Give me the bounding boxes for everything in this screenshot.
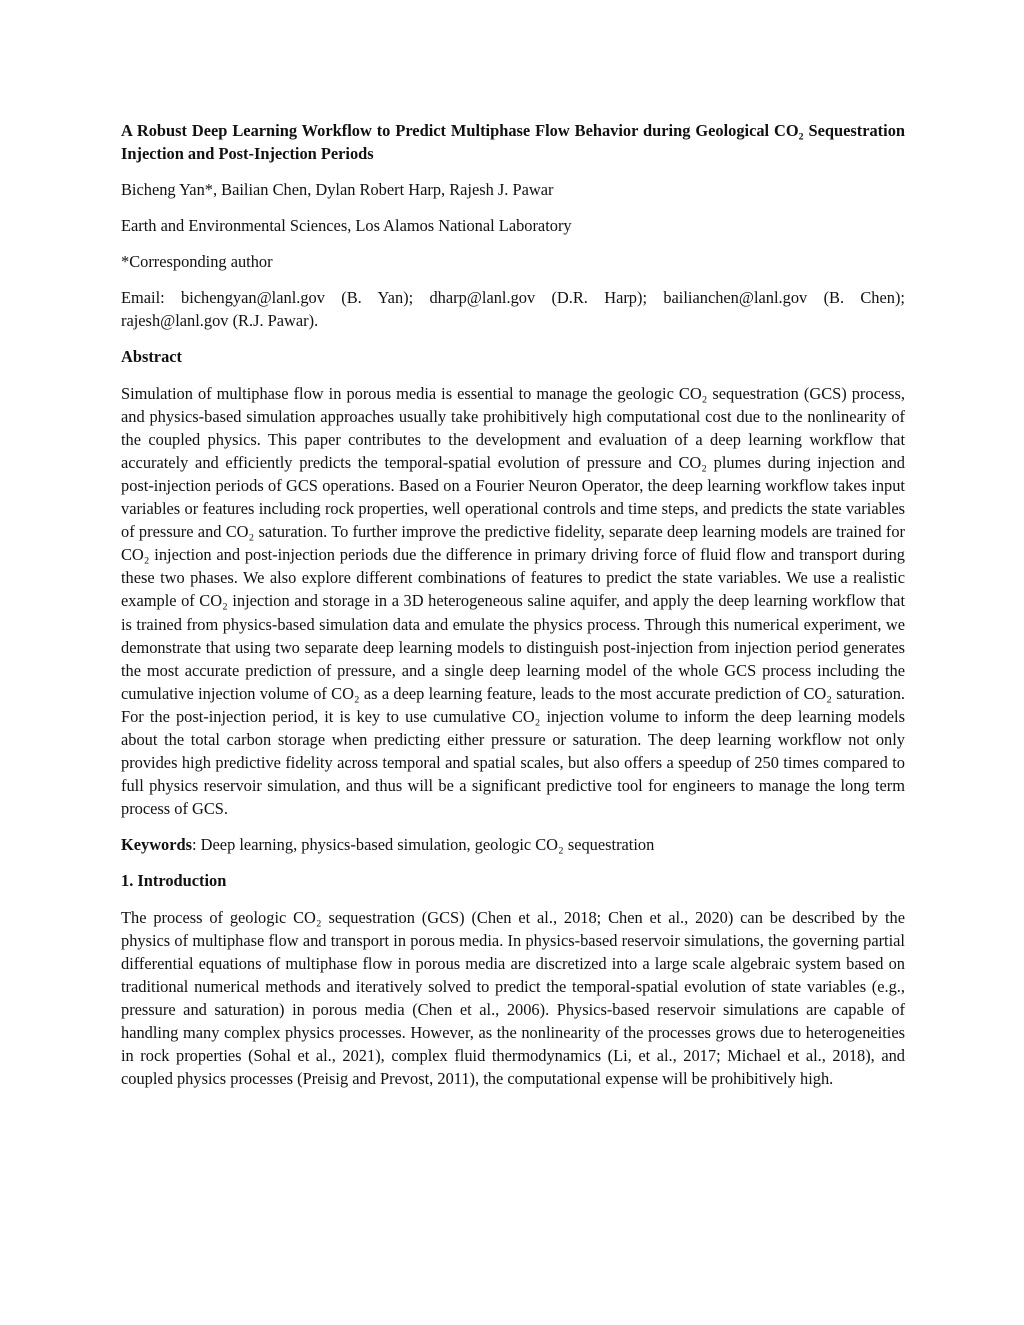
- affiliation: Earth and Environmental Sciences, Los Alamos National Laboratory: [121, 216, 572, 236]
- section-heading-introduction: 1. Introduction: [121, 871, 227, 891]
- keywords-label: Keywords: [121, 835, 193, 855]
- keywords-line: [121, 833, 905, 856]
- abstract-text: Simulation of multiphase flow in porous media is essential to manage the geologic CO₂ sequestration (GCS) process, and physics-based simulation approaches usually take prohibitively high computational cost due to the nonlinearity of the coupled physics. This paper contributes to the development and evaluation of a deep learning workflow that accurately and efficiently predicts the temporal-spatial evolution of pressure and CO₂ plumes during injection and post-injection periods of GCS operations. Based on a Fourier Neuron Operator, the deep learning workflow takes input variables or features including rock properties, well operational controls and time steps, and predicts the state variables of pressure and CO₂ saturation. To further improve the predictive fidelity, separate deep learning models are trained for CO₂ injection and post-injection periods due the difference in primary driving force of fluid flow and transport during these two phases. We also explore different combinations of features to predict the state variables. We use a realistic example of CO₂ injection and storage in a 3D heterogeneous saline aquifer, and apply the deep learning workflow that is trained from physics-based simulation data and emulate the physics process. Through this numerical experiment, we demonstrate that using two separate deep learning models to distinguish post-injection from injection period generates the most accurate prediction of pressure, and a single deep learning model of the whole GCS process including the cumulative injection volume of CO₂ as a deep learning feature, leads to the most accurate prediction of CO₂ saturation. For the post-injection period, it is key to use cumulative CO₂ injection volume to inform the deep learning models about the total carbon storage when predicting either pressure or saturation. The deep learning workflow not only provides high predictive fidelity across temporal and spatial scales, but also offers a speedup of 250 times compared to full physics reservoir simulation, and thus will be a significant predictive tool for engineers to manage the long term process of GCS.: [121, 383, 905, 819]
- paper-title: A Robust Deep Learning Workflow to Predict Multiphase Flow Behavior during Geological CO₂ Sequestration Injection and Post-Injection Periods: [121, 121, 905, 163]
- abstract-heading: Abstract: [121, 347, 182, 367]
- introduction-text: The process of geologic CO₂ sequestration (GCS) (Chen et al., 2018; Chen et al., 2020) can be described by the physics of multiphase flow and transport in porous media. In physics-based reservoir simulations, the governing partial differential equations of multiphase flow in porous media are discretized into a large scale algebraic system based on traditional numerical methods and iteratively solved to predict the temporal-spatial evolution of state variables (e.g., pressure and saturation) in porous media (Chen et al., 2006). Physics-based reservoir simulations are capable of handling many complex physics processes. However, as the nonlinearity of the processes grows due to heterogeneities in rock properties (Sohal et al., 2021), complex fluid thermodynamics (Li, et al., 2017; Michael et al., 2018), and coupled physics processes (Preisig and Prevost, 2011), the computational expense will be prohibitively high.: [121, 907, 905, 1089]
- email-list: Email: bichengyan@lanl.gov (B. Yan); dharp@lanl.gov (D.R. Harp); bailianchen@lanl.gov (B. Chen); rajesh@lanl.gov (R.J. Pawar).: [121, 288, 905, 331]
- corresponding-author-note: *Corresponding author: [121, 252, 273, 272]
- paper-page: [121, 119, 905, 1090]
- author-list: Bicheng Yan*, Bailian Chen, Dylan Robert Harp, Rajesh J. Pawar: [121, 180, 554, 199]
- keywords-text: : Deep learning, physics-based simulation, geologic CO₂ sequestration: [192, 835, 655, 855]
